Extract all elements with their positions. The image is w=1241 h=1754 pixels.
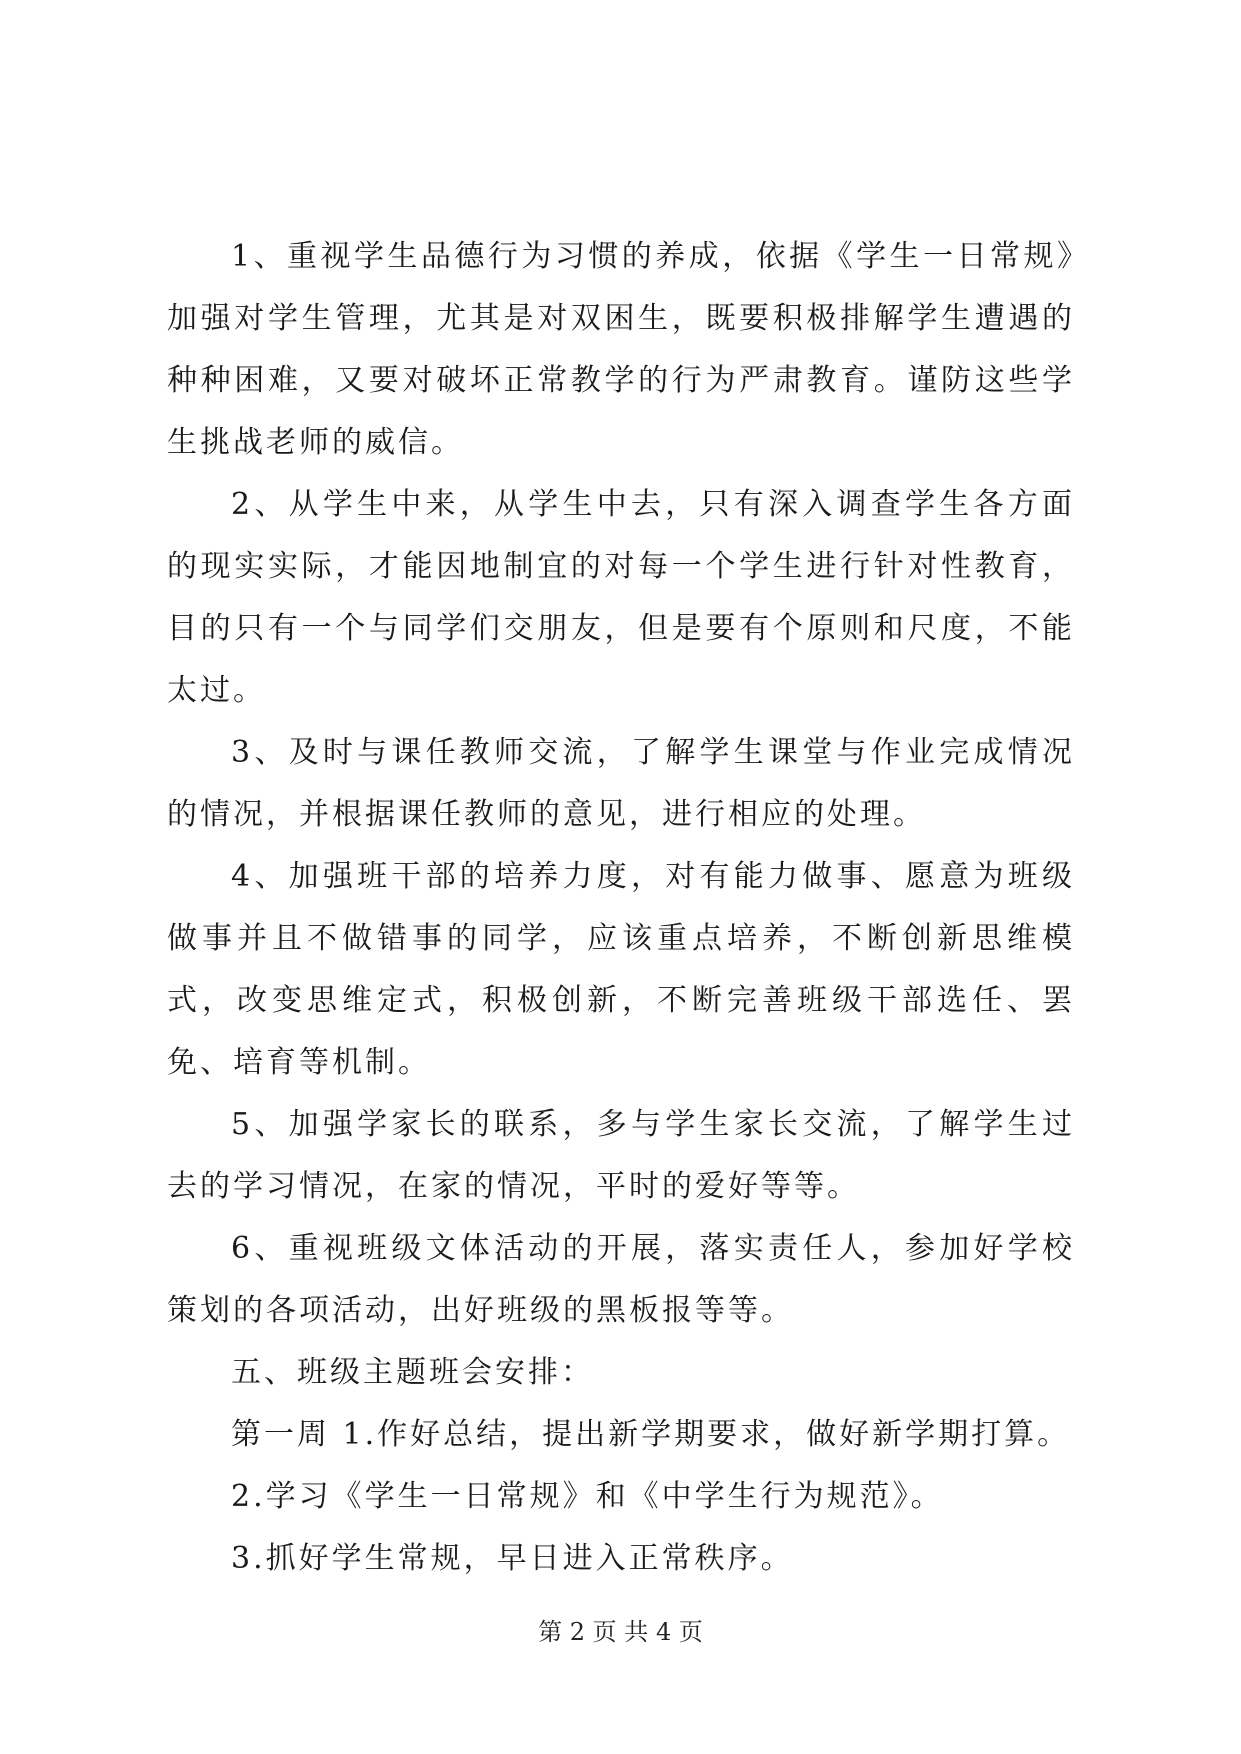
schedule-line-2: 2.学习《学生一日常规》和《中学生行为规范》。 bbox=[231, 1479, 944, 1514]
document-body bbox=[167, 226, 1075, 1590]
page-number-footer: 第 2 页 共 4 页 bbox=[538, 1618, 703, 1646]
paragraph-5: 5、加强学家长的联系，多与学生家长交流，了解学生过去的学习情况，在家的情况，平时的爱好等等。 bbox=[167, 1107, 1075, 1204]
schedule-line-3: 3.抓好学生常规，早日进入正常秩序。 bbox=[231, 1541, 794, 1576]
paragraph-2: 2、从学生中来，从学生中去，只有深入调查学生各方面的现实实际，才能因地制宜的对每一个学生进行针对性教育，目的只有一个与同学们交朋友，但是要有个原则和尺度，不能太过。 bbox=[167, 487, 1075, 708]
schedule-line-1: 第一周 1.作好总结，提出新学期要求，做好新学期打算。 bbox=[231, 1417, 1071, 1452]
paragraph-1: 1、重视学生品德行为习惯的养成，依据《学生一日常规》加强对学生管理，尤其是对双困生，既要积极排解学生遭遇的种种困难，又要对破坏正常教学的行为严肃教育。谨防这些学生挑战老师的威信。 bbox=[167, 239, 1075, 460]
paragraph-4: 4、加强班干部的培养力度，对有能力做事、愿意为班级做事并且不做错事的同学，应该重点培养，不断创新思维模式，改变思维定式，积极创新，不断完善班级干部选任、罢免、培育等机制。 bbox=[167, 859, 1075, 1080]
paragraph-6: 6、重视班级文体活动的开展，落实责任人，参加好学校策划的各项活动，出好班级的黑板报等等。 bbox=[167, 1231, 1075, 1328]
paragraph-3: 3、及时与课任教师交流，了解学生课堂与作业完成情况的情况，并根据课任教师的意见，进行相应的处理。 bbox=[167, 735, 1075, 832]
section-heading: 五、班级主题班会安排： bbox=[231, 1355, 594, 1390]
